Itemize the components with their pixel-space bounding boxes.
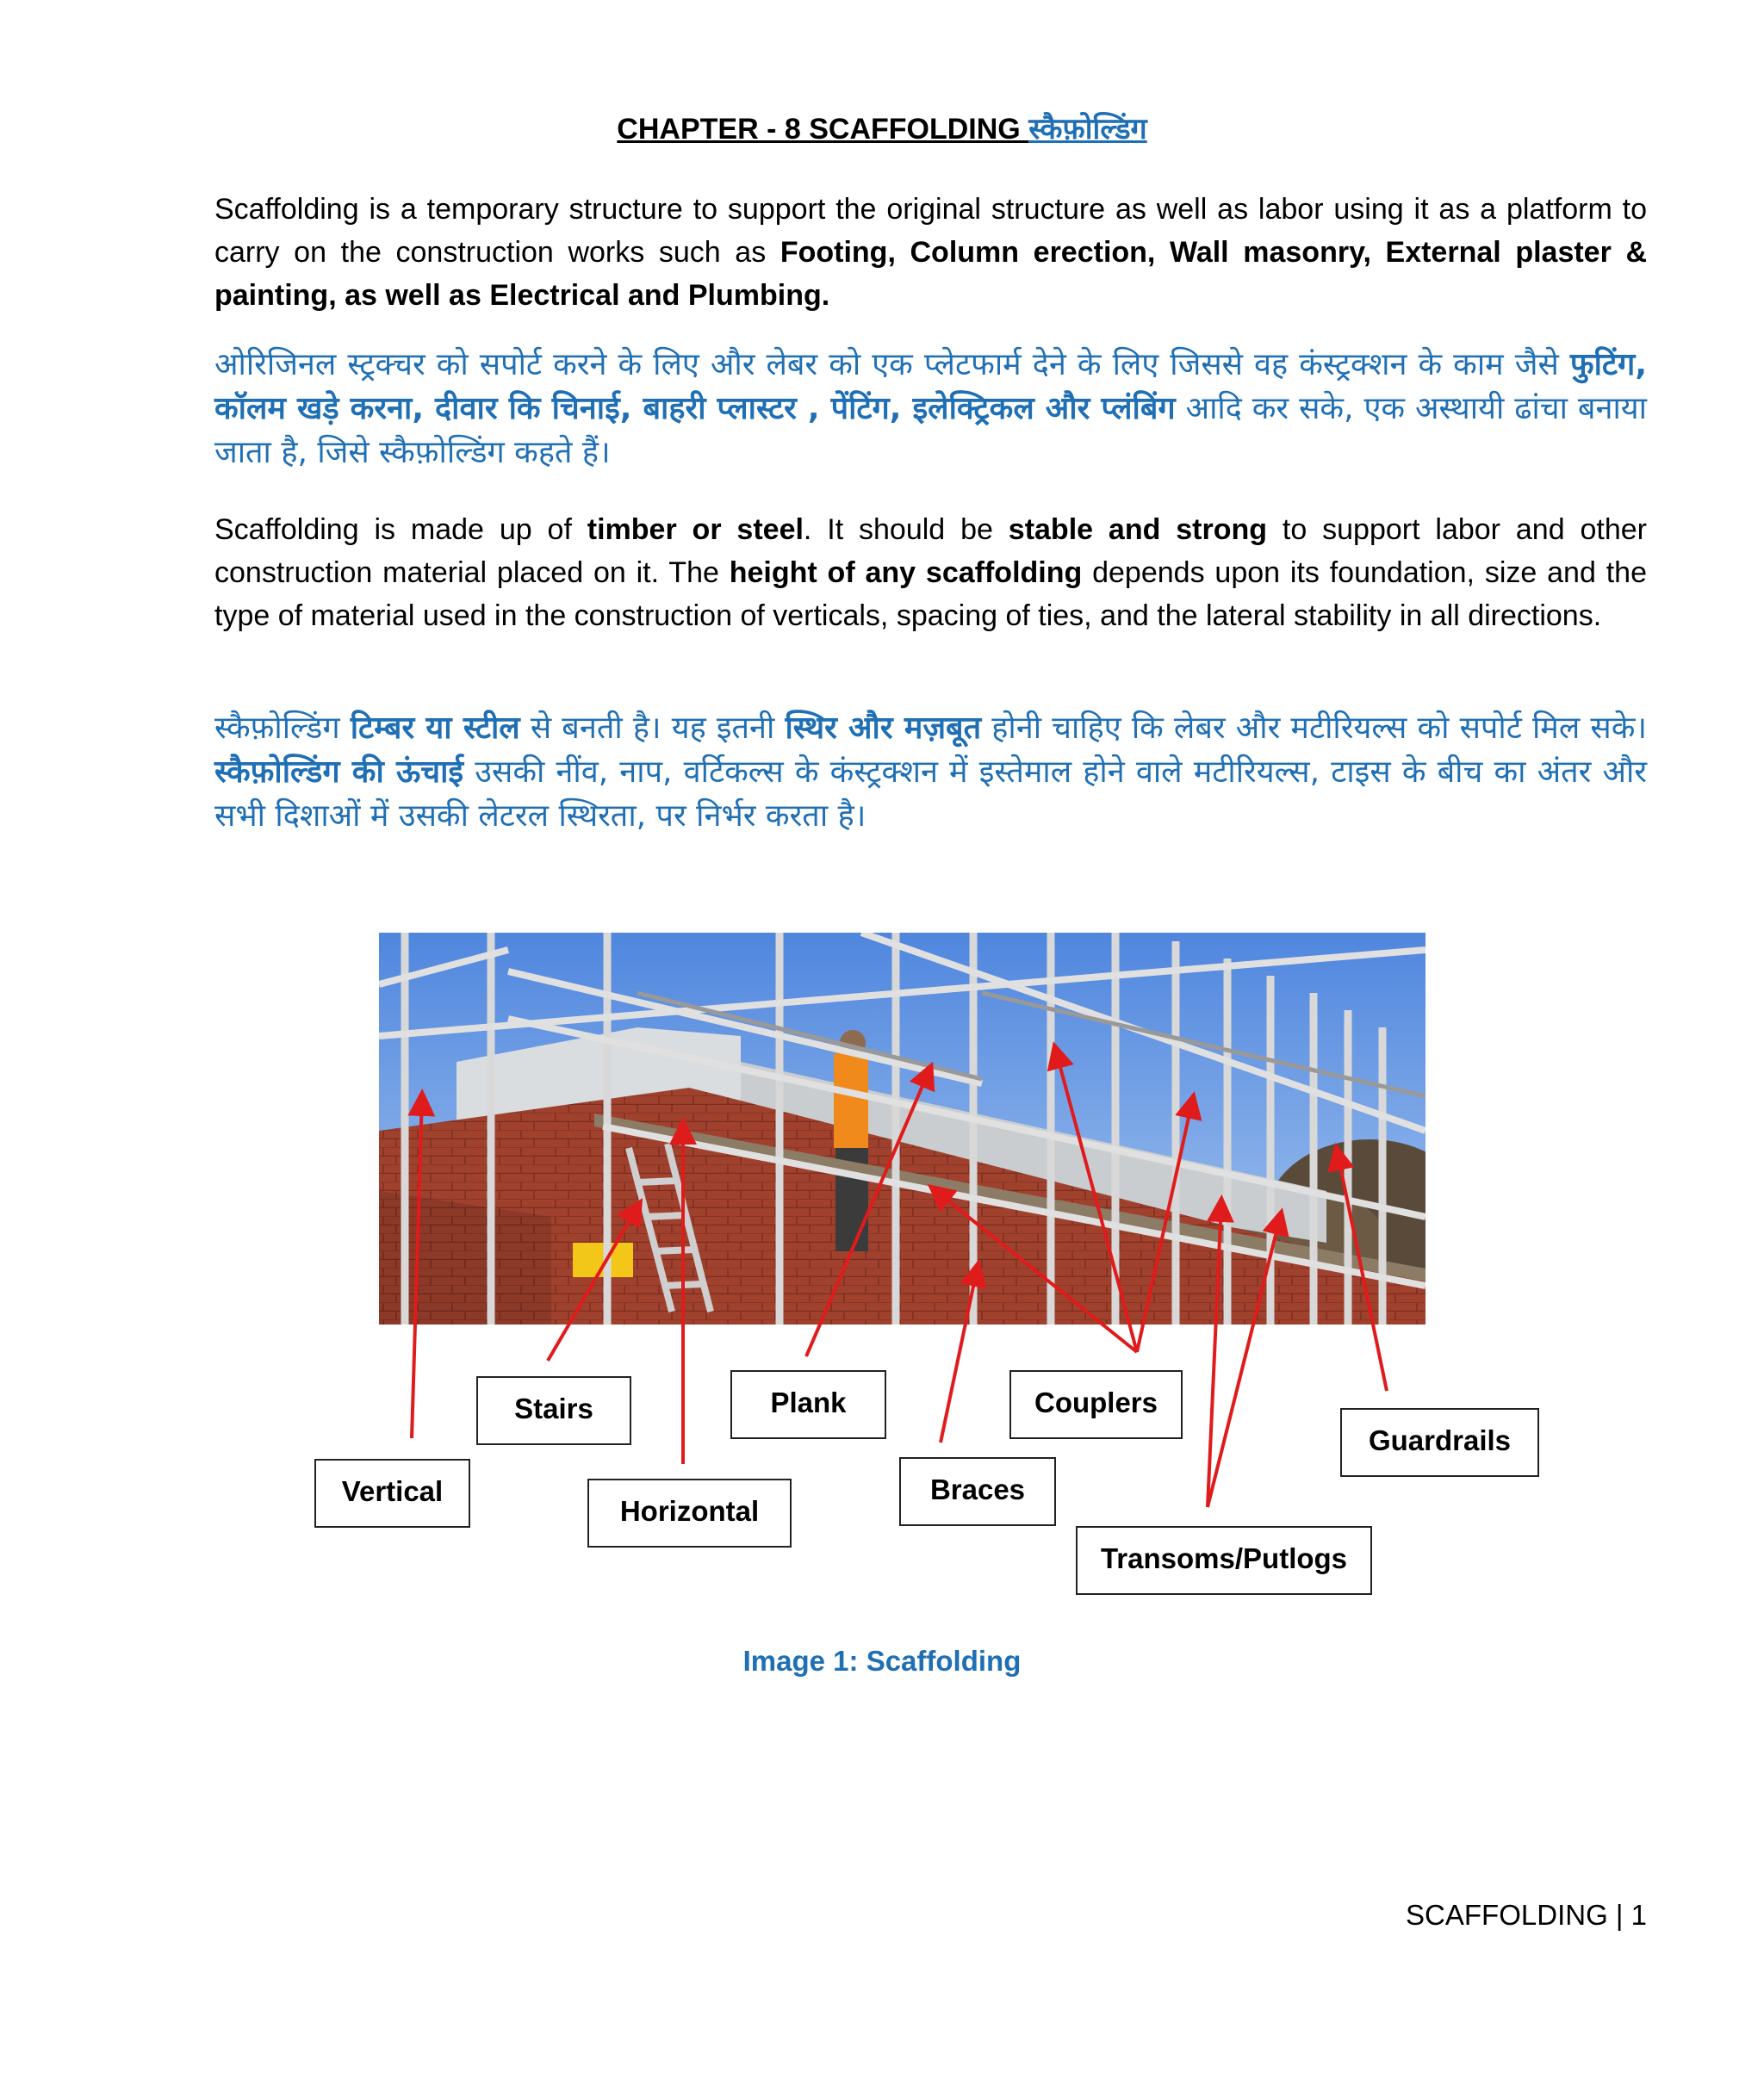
p3-bold-3: height of any scaffolding — [729, 556, 1083, 589]
p3-text-4: depends upon its foundation, size and the type of material used in the construction of verticals, spacing of ties, and the lateral stability in all directions. — [214, 556, 1647, 632]
p4-text-3: होनी चाहिए कि लेबर और मटीरियल्स को सपोर्ट मिल सके। — [981, 710, 1647, 746]
p3-bold-2: stable and strong — [1008, 513, 1268, 546]
p2-text-1: ओरिजिनल स्ट्रक्चर को सपोर्ट करने के लिए और लेबर को एक प्लेटफार्म देने के लिए जिससे वह कंस्ट्रक्शन के काम जैसे — [214, 347, 1570, 382]
label-braces: Braces — [899, 1457, 1056, 1526]
label-couplers: Couplers — [1009, 1370, 1183, 1439]
title-english: CHAPTER - 8 SCAFFOLDING — [617, 113, 1029, 146]
p4-bold-1: टिम्बर या स्टील — [350, 710, 520, 746]
title-hindi: स्कैफ़ोल्डिंग — [1028, 112, 1147, 146]
p2-bold: फुटिंग, कॉलम खड़े करना, दीवार कि चिनाई, बाहरी प्लास्टर , पेंटिंग, इलेक्ट्रिकल और प्लंबिंग — [214, 347, 1647, 426]
p1-text: Scaffolding is a temporary structure to support the original structure as well as labor using it as a platform to carry on the construction works such as — [214, 193, 1647, 269]
paragraph-hindi-2 — [214, 706, 1647, 838]
label-transoms-putlogs: Transoms/Putlogs — [1076, 1526, 1372, 1595]
page-title — [0, 110, 1764, 148]
label-guardrails: Guardrails — [1340, 1408, 1539, 1477]
p4-bold-3: स्कैफ़ोल्डिंग की ऊंचाई — [214, 754, 464, 790]
paragraph-hindi-1 — [214, 343, 1647, 475]
figure-caption: Image 1: Scaffolding — [742, 1645, 1022, 1677]
p3-bold-1: timber or steel — [587, 513, 804, 546]
p4-bold-2: स्थिर और मज़बूत — [785, 710, 982, 746]
label-horizontal: Horizontal — [587, 1479, 792, 1548]
p1-bold: Footing, Column erection, Wall masonry, External plaster & painting, as well as Electrical and Plumbing. — [214, 236, 1647, 312]
page-footer: SCAFFOLDING | 1 — [1406, 1899, 1647, 1931]
p2-text-2: आदि कर सके, एक अस्थायी ढांचा बनाया जाता है, जिसे स्कैफ़ोल्डिंग कहते हैं। — [214, 391, 1647, 470]
paragraph-english-2 — [214, 508, 1647, 637]
label-stairs: Stairs — [476, 1376, 631, 1445]
p3-text-1: Scaffolding is made up of — [214, 513, 587, 546]
scaffolding-photo — [379, 933, 1425, 1325]
label-plank: Plank — [730, 1370, 886, 1439]
p3-text-2: . It should be — [803, 513, 1009, 546]
label-vertical: Vertical — [314, 1459, 470, 1528]
p4-text-1: स्कैफ़ोल्डिंग — [214, 710, 351, 746]
scaffolding-illustration — [379, 933, 1425, 1325]
p4-text-4: उसकी नींव, नाप, वर्टिकल्स के कंस्ट्रक्शन में इस्तेमाल होने वाले मटीरियल्स, टाइस के बीच का अंतर और सभी दिशाओं में उसकी लेटरल स्थिरता, पर निर्भर करता है। — [214, 754, 1647, 834]
p3-text-3: to support labor and other construction material placed on it. The — [214, 513, 1647, 589]
paragraph-english-1 — [214, 188, 1647, 317]
p4-text-2: से बनती है। यह इतनी — [519, 710, 786, 746]
